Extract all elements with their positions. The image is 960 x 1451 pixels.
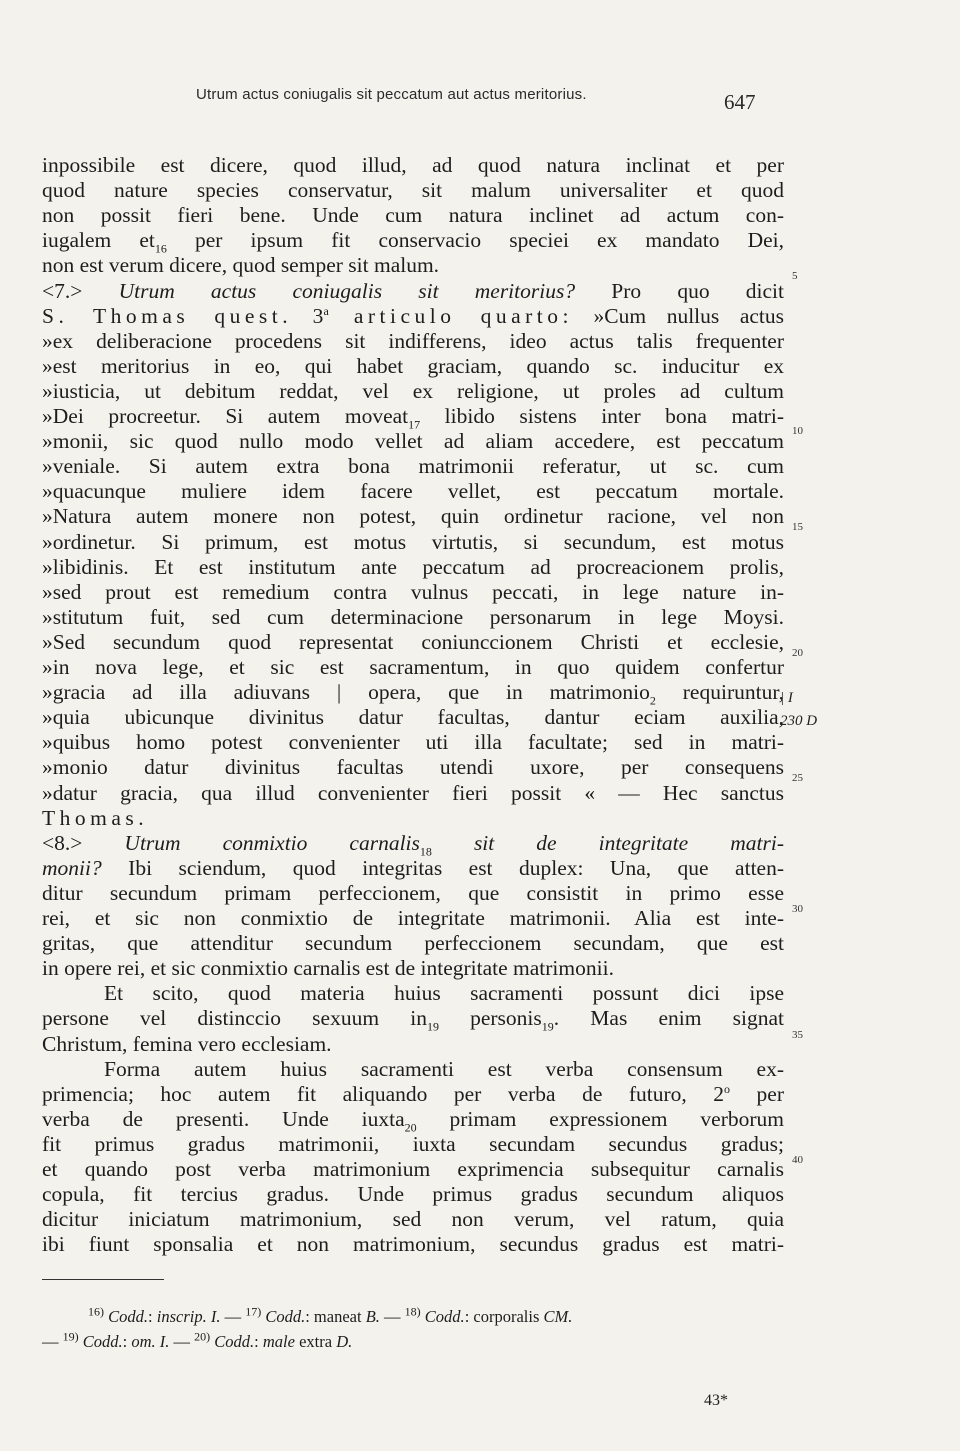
- text-run: »iusticia, ut debitum reddat, vel ex religione, ut proles ad cultum: [42, 378, 784, 403]
- text-run: iugalem et: [42, 228, 155, 253]
- text-line: [42, 1181, 784, 1207]
- text-line: [42, 905, 784, 931]
- text-run: »ex deliberacione procedens sit indifferens, ideo actus talis frequenter: [42, 328, 784, 353]
- footnote-marker: 16): [88, 1304, 104, 1319]
- margin-line-number: 35: [792, 1029, 803, 1041]
- text-run: primam expressionem verborum: [416, 1106, 784, 1131]
- text-run: ditur secundum primam perfeccionem, que consistit in primo esse: [42, 880, 784, 905]
- margin-line-number: 20: [792, 647, 803, 659]
- text-line: [42, 478, 784, 504]
- text-run: dicitur iniciatum matrimonium, sed non verum, vel ratum, quia: [42, 1207, 784, 1232]
- italic-run: Utrum actus coniugalis sit meritorius?: [118, 278, 576, 303]
- text-run: . Mas enim signat: [553, 1006, 784, 1031]
- italic-run: monii?: [42, 855, 102, 880]
- text-run: persone vel distinccio sexuum in: [42, 1006, 427, 1031]
- text-run: »quibus homo potest convenienter uti illa facultate; sed in matri-: [42, 730, 784, 755]
- text-run: articulo quarto:: [328, 303, 573, 328]
- critical-apparatus-marker: 18: [419, 843, 432, 858]
- text-line: [42, 303, 784, 329]
- margin-line-number: 10: [792, 425, 803, 437]
- text-run: libido sistens inter bona matri-: [420, 404, 784, 428]
- text-line: [42, 805, 784, 831]
- critical-apparatus-marker: 2: [649, 693, 656, 708]
- text-run: »Natura autem monere non potest, quin ordinetur racione, vel non: [42, 504, 784, 529]
- text-line: [42, 227, 784, 256]
- text-run: Christum, femina vero ecclesiam.: [42, 1031, 332, 1056]
- text-line: [42, 554, 784, 580]
- text-run: »gracia ad illa adiuvans | opera, que in matrimonio: [42, 680, 650, 705]
- text-run: »monio datur divinitus facultas utendi uxore, per consequens: [42, 755, 784, 780]
- critical-apparatus-marker: 19: [541, 1019, 554, 1034]
- text-run: »Sed secundum quod representat coniunccionem Christi et ecclesie,: [42, 629, 784, 654]
- footnote-codd: Codd.: [82, 1332, 123, 1351]
- page-number: 647: [724, 90, 756, 114]
- text-run: »libidinis. Et est institutum ante peccatum ad procreacionem prolis,: [42, 554, 784, 579]
- text-line: [42, 629, 784, 655]
- footnote-codd: Codd.: [265, 1307, 306, 1326]
- critical-apparatus-marker: 16: [154, 241, 167, 256]
- critical-apparatus-marker: 17: [408, 417, 421, 432]
- text-line: [42, 754, 784, 780]
- text-run: »Dei procreetur. Si autem moveat: [42, 404, 409, 428]
- text-line: [42, 328, 784, 354]
- text-run: »stitutum fuit, sed cum determinacione personarum in lege Moysi.: [42, 604, 784, 629]
- text-run: in opere rei, et sic conmixtio carnalis est de integritate matrimonii.: [42, 956, 614, 981]
- text-run: »sed prout est remedium contra vulnus peccati, in lege nature in-: [42, 579, 784, 604]
- text-run: Thomas.: [42, 805, 149, 830]
- text-run: rei, et sic non conmixtio de integritate matrimonii. Alia est inte-: [42, 906, 784, 930]
- margin-reference: | I: [780, 690, 793, 706]
- text-run: »quia ubicunque divinitus datur facultas, dantur eciam auxilia,: [42, 705, 784, 730]
- italic-run: Utrum conmixtio carnalis: [124, 830, 420, 855]
- text-line: [42, 579, 784, 605]
- footnote-marker: 17): [245, 1304, 262, 1319]
- text-run: 3: [292, 303, 324, 328]
- text-line: [42, 780, 784, 806]
- text-run: »Cum nullus actus: [572, 303, 784, 328]
- text-line: [42, 855, 784, 881]
- text-line: [42, 453, 784, 479]
- footnote-marker: 19): [62, 1329, 79, 1344]
- text-run: fit primus gradus matrimonii, iuxta secundam secundus gradus;: [42, 1131, 784, 1156]
- text-line: [42, 955, 784, 981]
- text-run: gritas, que attenditur secundum perfeccionem secundam, que est: [42, 931, 784, 956]
- text-run: primencia; hoc autem fit aliquando per verba de futuro, 2: [42, 1081, 725, 1106]
- signature-mark: 43*: [704, 1392, 728, 1409]
- text-line: [42, 177, 784, 203]
- text-run: »monii, sic quod nullo modo vellet ad aliam accedere, est peccatum: [42, 429, 784, 454]
- margin-line-number: 30: [792, 903, 803, 915]
- superscript: o: [724, 1081, 731, 1096]
- text-line: [42, 353, 784, 379]
- text-line: [42, 1031, 784, 1057]
- critical-apparatus-marker: 19: [426, 1019, 439, 1034]
- margin-line-number: 25: [792, 772, 803, 784]
- text-run: Forma autem huius sacramenti est verba consensum ex-: [104, 1056, 784, 1081]
- footnote-line: — $^{19)}$ Codd.: om. I. — $^{20)}$ Codd.: male extra D.: [42, 1329, 353, 1351]
- text-line: [42, 604, 784, 630]
- text-line: [42, 252, 784, 278]
- text-line: [42, 830, 784, 856]
- text-line: [42, 378, 784, 404]
- text-line: [42, 503, 784, 529]
- text-run: <7.>: [42, 278, 119, 303]
- footnote-marker: 20): [194, 1329, 211, 1344]
- text-run: <8.>: [42, 830, 125, 855]
- text-line: [42, 403, 784, 432]
- text-run: »est meritorius in eo, qui habet graciam, quando sc. inducitur ex: [42, 353, 784, 378]
- text-line: [42, 1156, 784, 1182]
- text-run: per: [730, 1081, 784, 1106]
- text-line: [42, 880, 784, 906]
- text-run: »quacunque muliere idem facere vellet, est peccatum mortale.: [42, 479, 784, 504]
- margin-line-number: 15: [792, 521, 803, 533]
- text-run: et quando post verba matrimonium exprimencia subsequitur carnalis: [42, 1157, 784, 1181]
- critical-apparatus-marker: 20: [404, 1120, 417, 1135]
- superscript: a: [323, 303, 329, 318]
- text-line: [42, 654, 784, 680]
- text-line: [42, 679, 785, 708]
- text-line: [42, 1231, 784, 1257]
- text-line: [42, 1106, 784, 1135]
- text-run: inpossibile est dicere, quod illud, ad quod natura inclinat et per: [42, 153, 784, 177]
- margin-line-number: 40: [792, 1154, 803, 1166]
- text-line: [42, 1056, 784, 1082]
- text-line: [42, 529, 784, 555]
- text-line: [42, 152, 784, 178]
- footnote-marker: 18): [404, 1304, 421, 1319]
- text-line: [42, 729, 784, 755]
- text-line: [42, 1005, 784, 1034]
- text-run: per ipsum fit conservacio speciei ex mandato Dei,: [166, 228, 784, 253]
- text-line: [42, 704, 784, 730]
- italic-run: sit de integritate matri-: [431, 830, 784, 855]
- text-run: ibi fiunt sponsalia et non matrimonium, secundus gradus est matri-: [42, 1232, 784, 1257]
- footnote-rule: [42, 1279, 164, 1280]
- text-run: verba de presenti. Unde iuxta: [42, 1106, 405, 1131]
- running-head: Utrum actus coniugalis sit peccatum aut actus meritorius.: [196, 86, 587, 103]
- text-line: [42, 1131, 784, 1157]
- text-run: »in nova lege, et sic est sacramentum, in quo quidem confertur: [42, 655, 784, 679]
- text-line: [42, 278, 784, 304]
- text-run: non est verum dicere, quod semper sit malum.: [42, 253, 440, 278]
- footnote-codd: Codd.: [108, 1307, 149, 1326]
- margin-reference: 230 D: [780, 713, 818, 729]
- text-line: [42, 428, 784, 454]
- text-line: [42, 930, 784, 956]
- text-line: [42, 202, 784, 228]
- text-run: copula, fit tercius gradus. Unde primus gradus secundum aliquos: [42, 1182, 784, 1207]
- text-line: [42, 980, 784, 1006]
- text-run: »ordinetur. Si primum, est motus virtutis, si secundum, est motus: [42, 529, 784, 554]
- text-run: non possit fieri bene. Unde cum natura inclinet ad actum con-: [42, 203, 784, 228]
- margin-line-number: 5: [792, 270, 798, 282]
- text-run: personis: [438, 1006, 542, 1031]
- text-run: »datur gracia, qua illud convenienter fieri possit « — Hec sanctus: [42, 780, 784, 805]
- text-run: Pro quo dicit: [575, 278, 784, 303]
- footnote-line: $^{16)}$ Codd.: inscrip. I. — $^{17)}$ Codd.: maneat B. — $^{18)}$ Codd.: corporalis CM.: [88, 1304, 573, 1326]
- text-run: Et scito, quod materia huius sacramenti possunt dici ipse: [104, 981, 784, 1006]
- text-run: quod nature species conservatur, sit malum universaliter et quod: [42, 178, 784, 203]
- footnote-codd: Codd.: [424, 1307, 465, 1326]
- footnote-codd: Codd.: [214, 1332, 255, 1351]
- text-line: [42, 1206, 784, 1232]
- text-line: [42, 1081, 784, 1107]
- text-run: Ibi sciendum, quod integritas est duplex: Una, que atten-: [101, 855, 784, 880]
- text-run: S. Thomas quest.: [42, 303, 293, 328]
- text-run: requiruntur,: [655, 680, 785, 705]
- text-run: »veniale. Si autem extra bona matrimonii referatur, ut sc. cum: [42, 454, 784, 479]
